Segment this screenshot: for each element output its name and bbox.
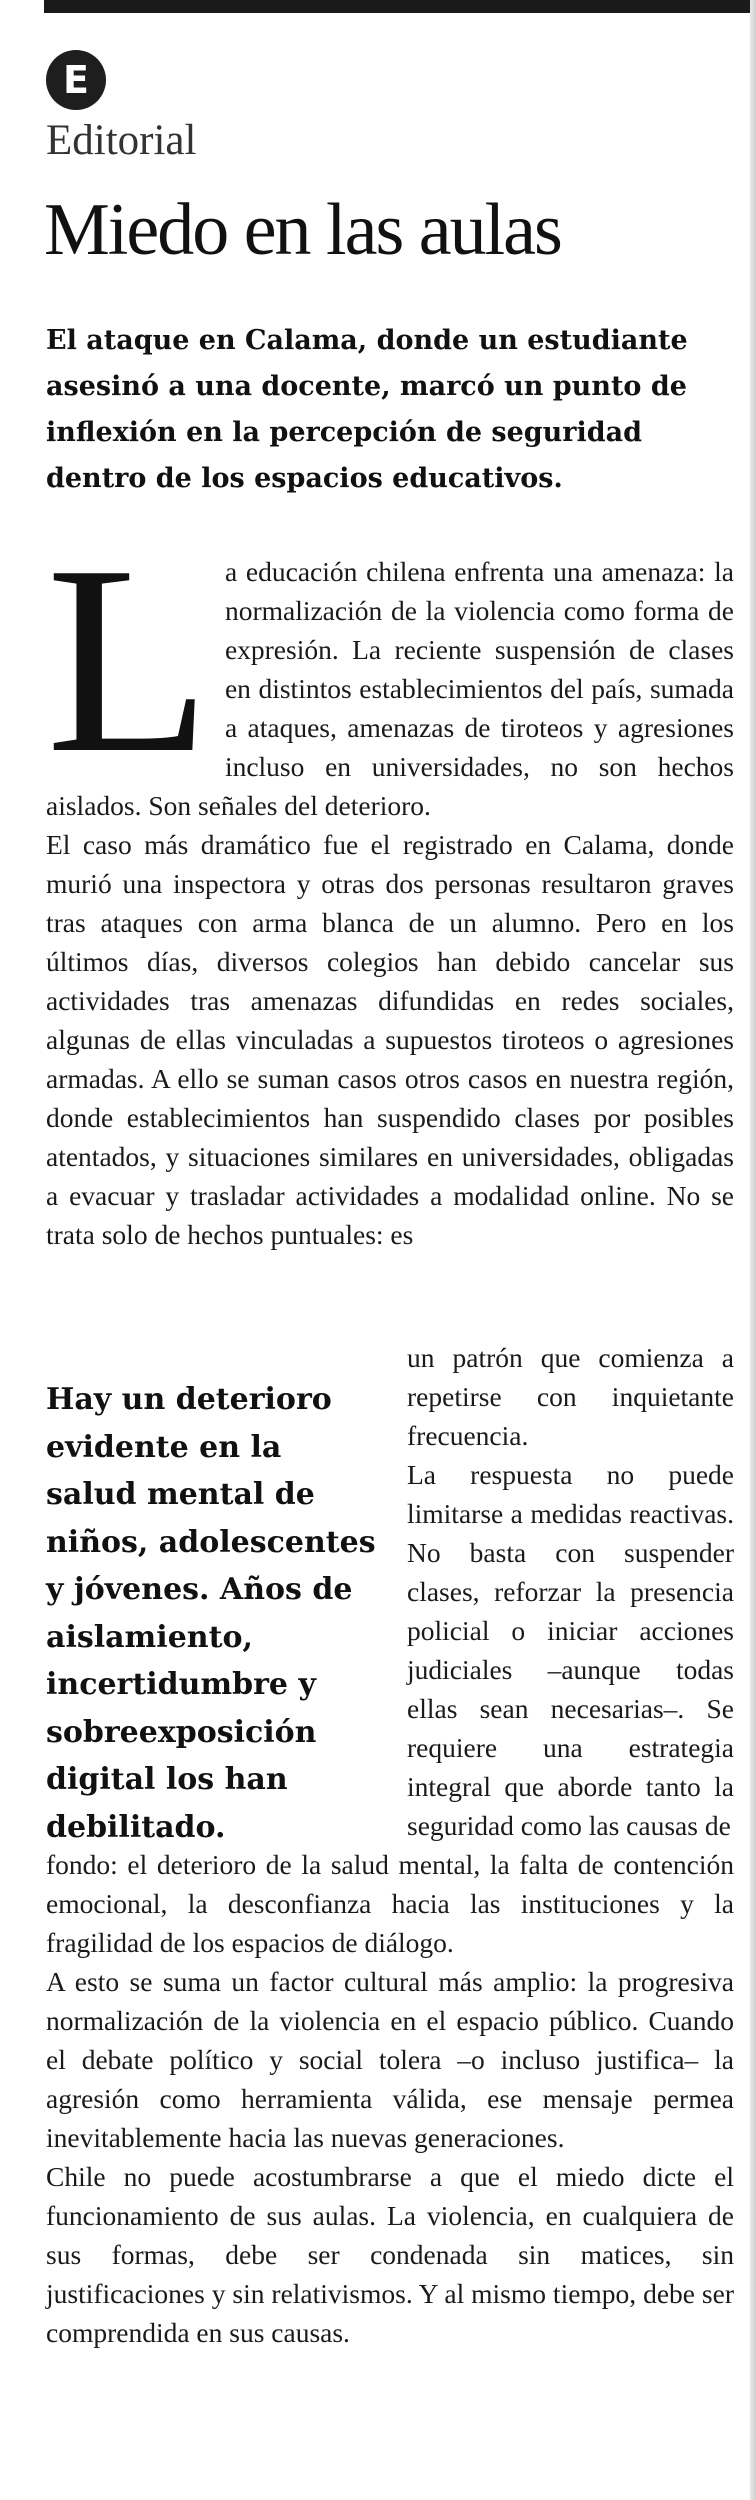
article-narrow-column (407, 1338, 734, 1845)
paragraph-1 (46, 510, 734, 825)
paragraph-3: La respuesta no puede limitarse a medidas reactivas. No basta con suspender clases, reforzar la presencia policial o iniciar acciones judiciales –aunque todas ellas sean necesarias–. Se requiere una estrategia integral que aborde tanto la seguridad como las causas de (407, 1459, 734, 1841)
paragraph-4: A esto se suma un factor cultural más amplio: la progresiva normalización de la violencia en el espacio público. Cuando el debate político y social tolera –o incluso justifica– la agresión como herramienta válida, ese mensaje permea inevitablemente hacia las nuevas generaciones. (46, 1966, 734, 2153)
article-body-bottom (46, 1845, 734, 2352)
paragraph-2-continued: un patrón que comienza a repetirse con inquietante frecuencia. (407, 1342, 734, 1451)
top-rule (44, 0, 756, 13)
section-label: Editorial (46, 117, 197, 164)
pull-quote: Hay un deterioro evidente en la salud mental de niños, adolescentes y jóvenes. Años de aislamiento, incertidumbre y sobreexposición digital los han debilitado. (46, 1382, 376, 1845)
section-badge-letter: E (63, 58, 89, 102)
article-body-top (46, 510, 734, 1254)
paragraph-2: El caso más dramático fue el registrado en Calama, donde murió una inspectora y otras dos personas resultaron graves tras ataques con arma blanca de un alumno. Pero en los últimos días, diversos colegios han debido cancelar sus actividades tras amenazas difundidas en redes sociales, algunas de ellas vinculadas a supuestos tiroteos o agresiones armadas. A ello se suman casos otros casos en nuestra región, donde establecimientos han suspendido clases por posibles atentados, y situaciones similares en universidades, obligadas a evacuar y trasladar actividades a modalidad online. No se trata solo de hechos puntuales: es (46, 829, 734, 1250)
section-badge (46, 50, 106, 110)
headline: Miedo en las aulas (44, 189, 561, 271)
dropcap: L (46, 510, 211, 809)
paragraph-1-text: a educación chilena enfrenta una amenaza: la normalización de la violencia como forma de expresión. La reciente suspensión de clases en distintos establecimientos del país, sumada a ataques, amenazas de tiroteos y agresiones incluso en universidades, no son hechos aislados. Son señales del deterioro. (46, 556, 734, 821)
paragraph-3-continued: fondo: el deterioro de la salud mental, la falta de contención emocional, la desconfianza hacia las instituciones y la fragilidad de los espacios de diálogo. (46, 1849, 734, 1958)
deck: El ataque en Calama, donde un estudiante asesinó a una docente, marcó un punto de inflexión en la percepción de seguridad dentro de los espacios educativos. (46, 325, 688, 494)
page-edge (750, 0, 756, 2500)
paragraph-5: Chile no puede acostumbrarse a que el miedo dicte el funcionamiento de sus aulas. La violencia, en cualquiera de sus formas, debe ser condenada sin matices, sin justificaciones y sin relativismos. Y al mismo tiempo, debe ser comprendida en sus causas. (46, 2161, 734, 2348)
